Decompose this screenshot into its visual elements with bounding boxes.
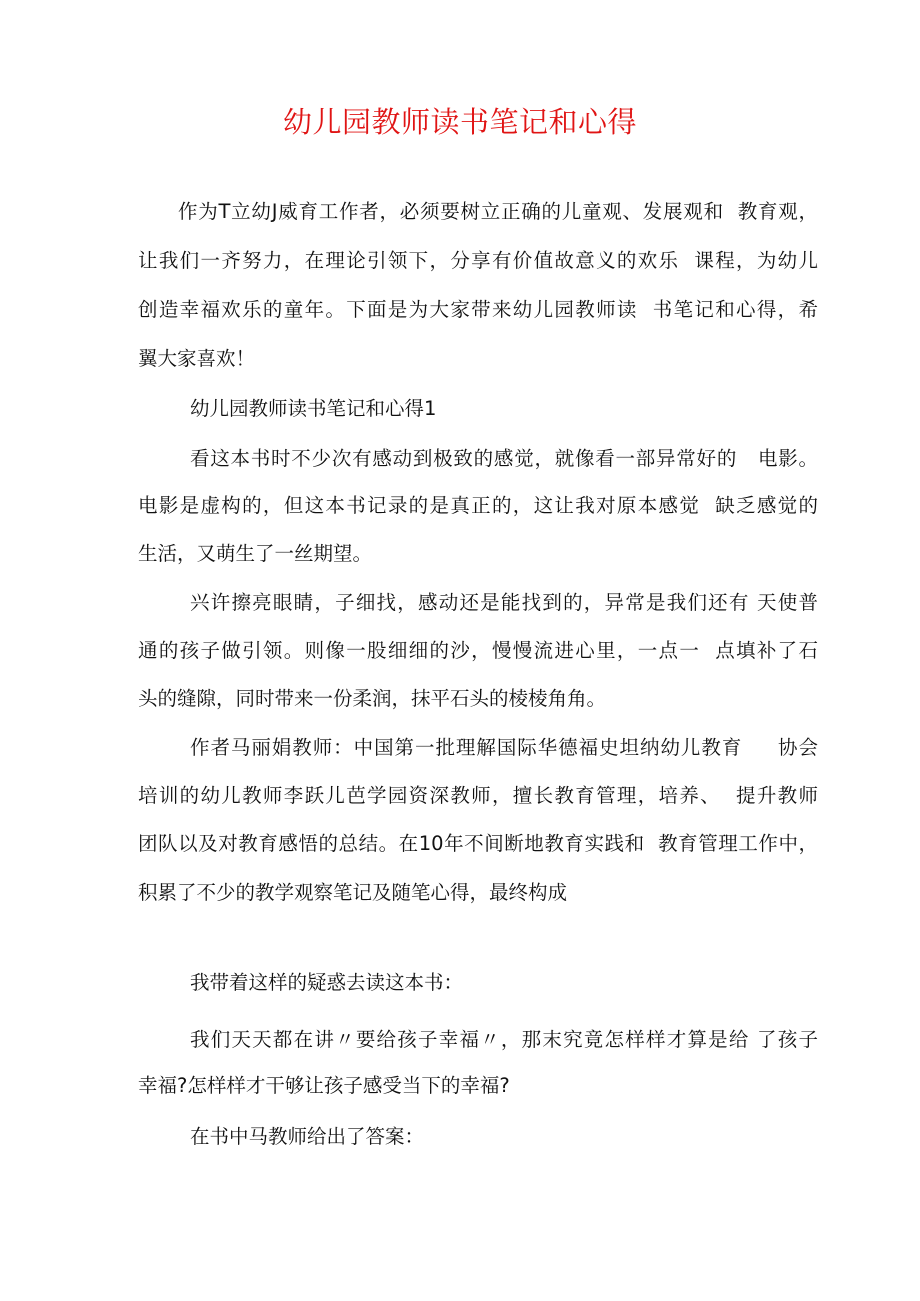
- paragraph-line: 翼大家喜欢！: [138, 347, 256, 370]
- paragraph-line: 我们天天都在讲〃要给孩子幸福〃，那末究竟怎样样才算是给 了孩子: [190, 1028, 818, 1051]
- paragraph-line: 通的孩子做引领。则像一股细细的沙，慢慢流进心里，一点一 点填补了石: [138, 639, 818, 662]
- section-heading: 幼儿园教师读书笔记和心得1: [190, 397, 437, 420]
- paragraph-line: 在书中马教师给出了答案：: [190, 1125, 425, 1148]
- paragraph-line: 幸福?怎样样才干够让孩子感受当下的幸福?: [138, 1074, 510, 1097]
- document-title: 幼儿园教师读书笔记和心得: [282, 105, 637, 139]
- paragraph-line: 头的缝隙，同时带来一份柔润，抹平石头的棱棱角角。: [138, 687, 607, 710]
- paragraph-line: 兴许擦亮眼睛，子细找，感动还是能找到的，异常是我们还有 天使普: [190, 591, 818, 614]
- paragraph-line: 我带着这样的疑惑去读这本书：: [190, 971, 464, 994]
- paragraph-line: 积累了不少的教学观察笔记及随笔心得，最终构成: [138, 881, 568, 904]
- paragraph-line: 培训的幼儿教师李跃儿芭学园资深教师，擅长教育管理，培养、 提升教师: [138, 784, 818, 807]
- paragraph-line: 电影是虚构的，但这本书记录的是真正的，这让我对原本感觉 缺乏感觉的: [138, 494, 818, 517]
- paragraph-line: 看这本书时不少次有感动到极致的感觉，就像看一部异常好的 电影。: [190, 447, 818, 470]
- paragraph-line: 作为T立幼J威育工作者，必须要树立正确的儿童观、发展观和 教育观，: [178, 200, 818, 223]
- paragraph-line: 团队以及对教育感悟的总结。在10年不间断地教育实践和 教育管理工作中，: [138, 832, 818, 855]
- paragraph-line: 创造幸福欢乐的童年。下面是为大家带来幼儿园教师读 书笔记和心得，希: [138, 298, 818, 321]
- paragraph-line: 生活，又萌生了一丝期望。: [138, 542, 373, 565]
- paragraph-line: 作者马丽娟教师：中国第一批理解国际华德福史坦纳幼儿教育 协会: [190, 736, 818, 759]
- paragraph-line: 让我们一齐努力，在理论引领下，分享有价值故意义的欢乐 课程，为幼儿: [138, 249, 818, 272]
